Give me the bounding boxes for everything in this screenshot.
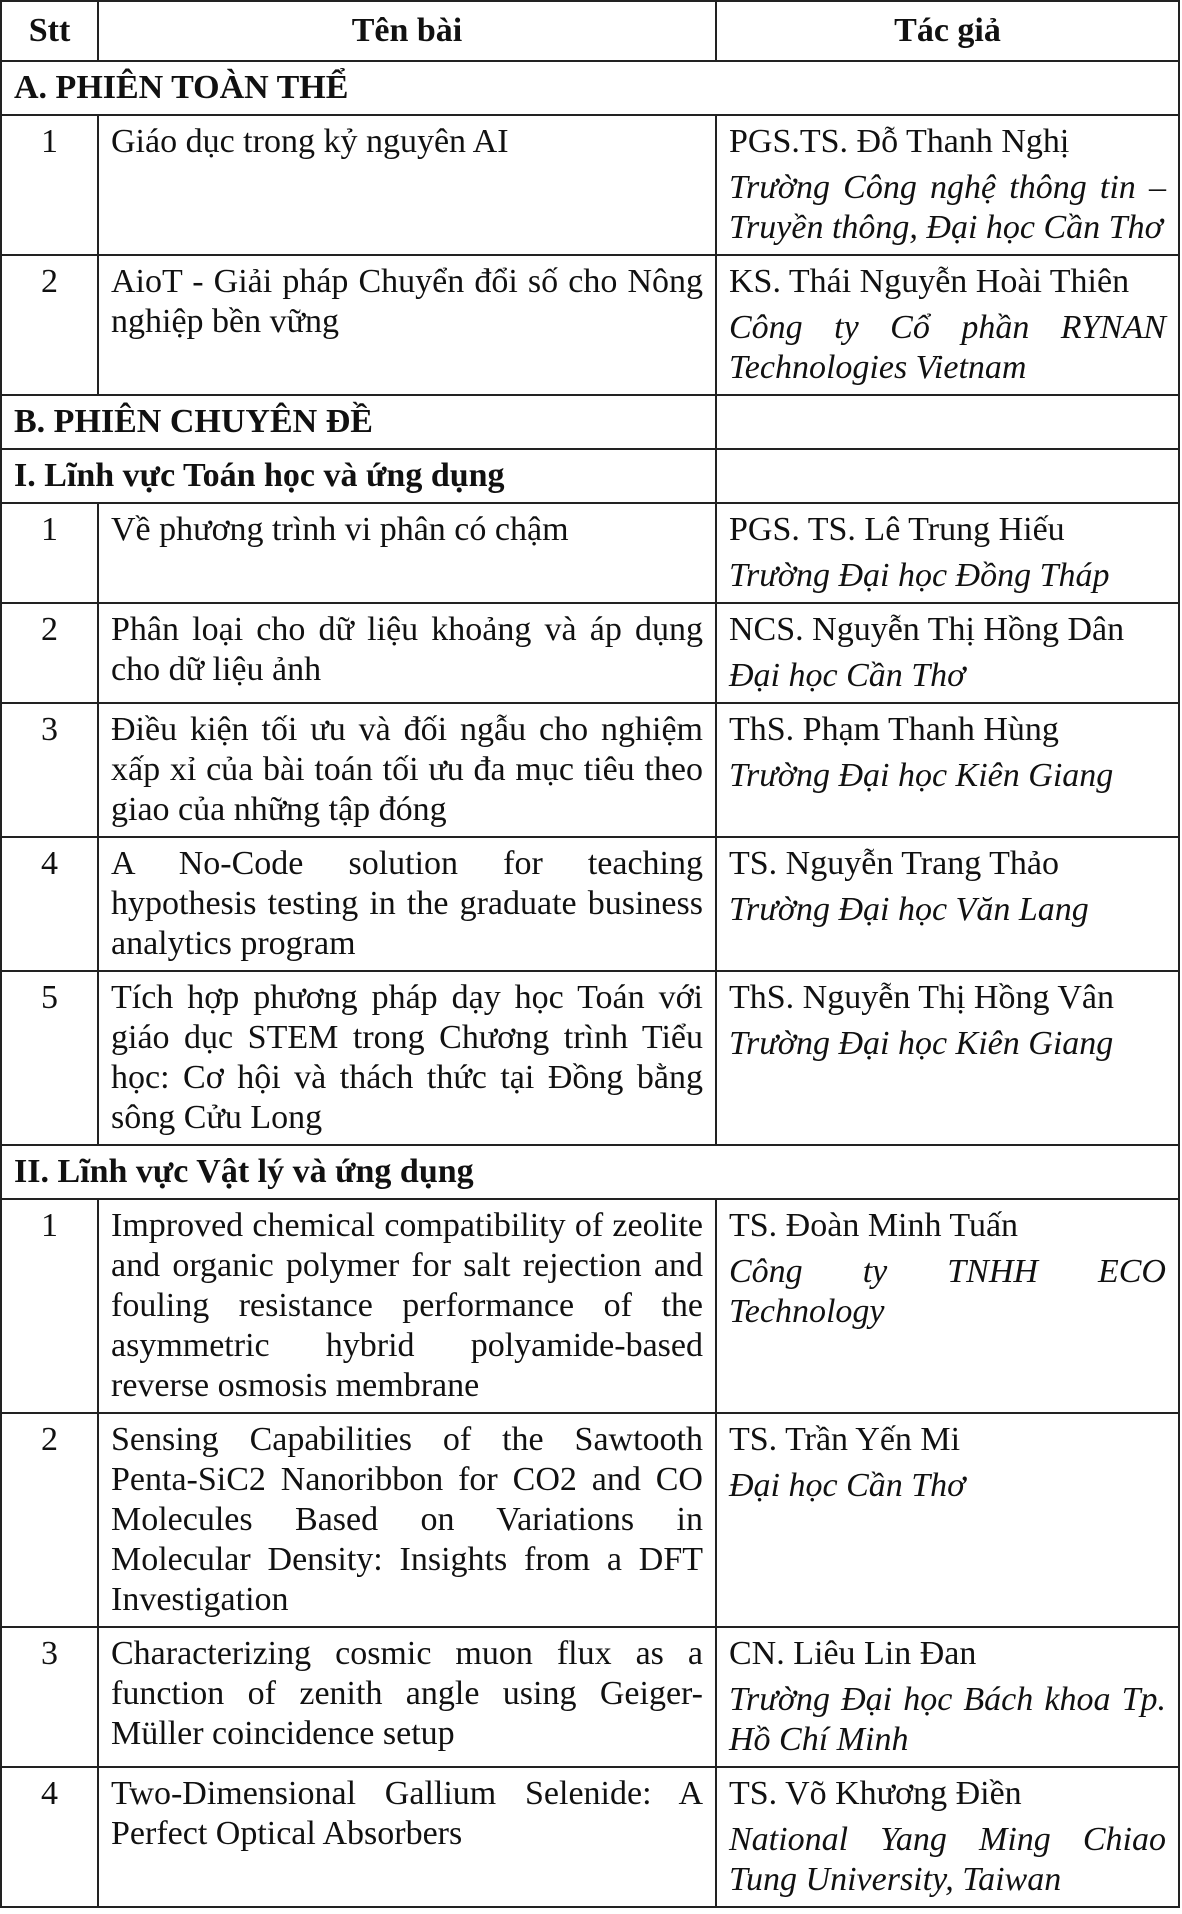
- author-affiliation: Công ty Cổ phần RYNAN Technologies Vietnam: [729, 309, 1166, 386]
- row-number: 2: [1, 255, 98, 395]
- section-row: [1, 395, 1179, 449]
- author-cell: [716, 703, 1179, 837]
- header-author: Tác giả: [716, 1, 1179, 61]
- author-name: TS. Nguyễn Trang Thảo: [729, 845, 1059, 882]
- author-affiliation: Trường Đại học Kiên Giang: [729, 1025, 1114, 1062]
- row-number: 1: [1, 1199, 98, 1413]
- paper-title: A No-Code solution for teaching hypothesis testing in the graduate business analytics program: [98, 837, 716, 971]
- paper-title: Improved chemical compatibility of zeolite and organic polymer for salt rejection and fouling resistance performance of the asymmetric hybrid polyamide-based reverse osmosis membrane: [98, 1199, 716, 1413]
- author-cell: [716, 603, 1179, 703]
- author-name: CN. Liêu Lin Đan: [729, 1635, 977, 1672]
- section-title: II. Lĩnh vực Vật lý và ứng dụng: [1, 1145, 1179, 1199]
- section-title: B. PHIÊN CHUYÊN ĐỀ: [1, 395, 716, 449]
- author-affiliation: Đại học Cần Thơ: [729, 657, 966, 694]
- section-row: [1, 61, 1179, 115]
- header-stt: Stt: [1, 1, 98, 61]
- paper-title: Phân loại cho dữ liệu khoảng và áp dụng cho dữ liệu ảnh: [98, 603, 716, 703]
- author-name: NCS. Nguyễn Thị Hồng Dân: [729, 611, 1125, 648]
- author-cell: [716, 1413, 1179, 1627]
- table-row: [1, 1413, 1179, 1627]
- section-title: I. Lĩnh vực Toán học và ứng dụng: [1, 449, 716, 503]
- author-name: PGS.TS. Đỗ Thanh Nghị: [729, 123, 1070, 160]
- author-affiliation: Công ty TNHH ECO Technology: [729, 1253, 1166, 1330]
- row-number: 3: [1, 1627, 98, 1767]
- author-affiliation: Trường Đại học Kiên Giang: [729, 757, 1114, 794]
- section-row: [1, 449, 1179, 503]
- table-row: [1, 1767, 1179, 1907]
- paper-title: AioT - Giải pháp Chuyển đổi số cho Nông nghiệp bền vững: [98, 255, 716, 395]
- paper-title: Two-Dimensional Gallium Selenide: A Perfect Optical Absorbers: [98, 1767, 716, 1907]
- author-cell: [716, 837, 1179, 971]
- author-affiliation: Đại học Cần Thơ: [729, 1467, 966, 1504]
- table-row: [1, 1627, 1179, 1767]
- table-row: [1, 971, 1179, 1145]
- table-row: [1, 837, 1179, 971]
- paper-title: Điều kiện tối ưu và đối ngẫu cho nghiệm xấp xỉ của bài toán tối ưu đa mục tiêu theo giao của những tập đóng: [98, 703, 716, 837]
- table-row: [1, 255, 1179, 395]
- author-cell: [716, 1199, 1179, 1413]
- author-name: TS. Trần Yến Mi: [729, 1421, 961, 1458]
- table-body: [1, 61, 1179, 1907]
- paper-title: Giáo dục trong kỷ nguyên AI: [98, 115, 716, 255]
- author-cell: [716, 115, 1179, 255]
- section-title: A. PHIÊN TOÀN THỂ: [1, 61, 1179, 115]
- author-affiliation: Trường Đại học Đồng Tháp: [729, 557, 1110, 594]
- author-cell: [716, 255, 1179, 395]
- author-cell: [716, 503, 1179, 603]
- row-number: 5: [1, 971, 98, 1145]
- author-cell: [716, 971, 1179, 1145]
- author-cell: [716, 1767, 1179, 1907]
- row-number: 4: [1, 1767, 98, 1907]
- table-header-row: [1, 1, 1179, 61]
- author-affiliation: Trường Đại học Bách khoa Tp. Hồ Chí Minh: [729, 1681, 1166, 1758]
- row-number: 2: [1, 603, 98, 703]
- row-number: 2: [1, 1413, 98, 1627]
- table-row: [1, 115, 1179, 255]
- author-name: ThS. Nguyễn Thị Hồng Vân: [729, 979, 1115, 1016]
- author-name: PGS. TS. Lê Trung Hiếu: [729, 511, 1065, 548]
- row-number: 1: [1, 503, 98, 603]
- paper-title: Sensing Capabilities of the Sawtooth Penta-SiC2 Nanoribbon for CO2 and CO Molecules Based on Variations in Molecular Density: Insights from a DFT Investigation: [98, 1413, 716, 1627]
- author-affiliation: Trường Công nghệ thông tin – Truyền thông, Đại học Cần Thơ: [729, 169, 1166, 246]
- table-row: [1, 503, 1179, 603]
- paper-title: Characterizing cosmic muon flux as a function of zenith angle using Geiger-Müller coincidence setup: [98, 1627, 716, 1767]
- author-name: TS. Võ Khương Điền: [729, 1775, 1022, 1812]
- section-empty-cell: [716, 449, 1179, 503]
- author-name: ThS. Phạm Thanh Hùng: [729, 711, 1059, 748]
- table-row: [1, 703, 1179, 837]
- row-number: 1: [1, 115, 98, 255]
- section-empty-cell: [716, 395, 1179, 449]
- row-number: 3: [1, 703, 98, 837]
- table-row: [1, 603, 1179, 703]
- author-cell: [716, 1627, 1179, 1767]
- author-affiliation: Trường Đại học Văn Lang: [729, 891, 1089, 928]
- header-title: Tên bài: [98, 1, 716, 61]
- row-number: 4: [1, 837, 98, 971]
- paper-title: Tích hợp phương pháp dạy học Toán với giáo dục STEM trong Chương trình Tiểu học: Cơ hội và thách thức tại Đồng bằng sông Cửu Long: [98, 971, 716, 1145]
- author-name: KS. Thái Nguyễn Hoài Thiên: [729, 263, 1130, 300]
- author-affiliation: National Yang Ming Chiao Tung University, Taiwan: [729, 1821, 1166, 1898]
- paper-title: Về phương trình vi phân có chậm: [98, 503, 716, 603]
- section-row: [1, 1145, 1179, 1199]
- author-name: TS. Đoàn Minh Tuấn: [729, 1207, 1019, 1244]
- table-row: [1, 1199, 1179, 1413]
